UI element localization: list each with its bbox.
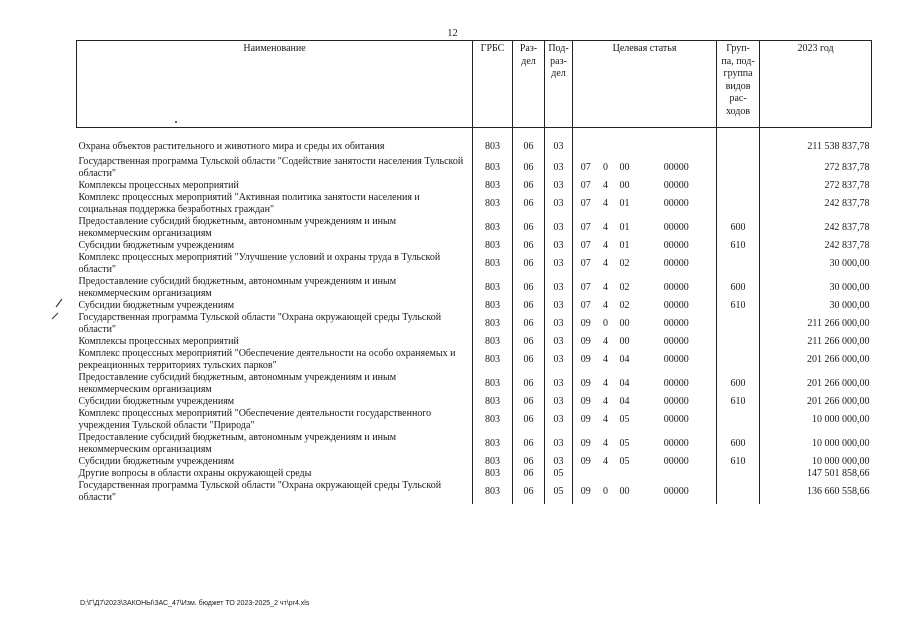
header-group: Груп- па, под- группа видов рас- ходов [717,41,760,128]
header-razdel: Раз- дел [513,41,545,128]
row-podrazdel: 03 [545,336,573,348]
row-name: Предоставление субсидий бюджетным, автономным учреждениям и иным некоммерческим организациям [77,276,473,300]
row-razdel: 06 [513,432,545,456]
row-expense-group: 610 [717,396,760,408]
row-name: Предоставление субсидий бюджетным, автономным учреждениям и иным некоммерческим организациям [77,432,473,456]
row-sum-2023: 30 000,00 [829,258,870,269]
row-target-program: 09 [580,486,591,497]
row-target-type: 4 [603,396,608,407]
row-sum-2023: 10 000 000,00 [812,456,870,467]
row-razdel: 06 [513,276,545,300]
row-podrazdel: 03 [545,312,573,336]
row-expense-group [717,348,760,372]
row-grbs: 803 [473,128,513,157]
row-sum-2023: 147 501 858,66 [807,468,870,479]
row-sum-2023: 201 266 000,00 [807,396,870,407]
row-razdel: 06 [513,156,545,180]
budget-table [76,40,872,504]
row-name: Комплекс процессных мероприятий "Обеспечение деятельности на особо охраняемых и рекреационных территориях тульских парков" [77,348,473,372]
row-target-element [613,468,637,480]
row-razdel: 06 [513,128,545,157]
row-target-element: 00 [619,486,630,497]
row-grbs: 803 [473,276,513,300]
row-target-type: 4 [603,282,608,293]
row-expense-group: 600 [717,432,760,456]
row-target-element [613,128,637,157]
row-expense-group [717,156,760,180]
row-expense-group [717,312,760,336]
row-target-type [599,468,613,480]
row-target-type: 4 [603,438,608,449]
row-target-element: 00 [619,162,630,173]
row-target-program: 09 [580,336,591,347]
row-grbs: 803 [473,300,513,312]
row-grbs: 803 [473,456,513,468]
row-target-direction: 00000 [637,276,717,300]
row-sum-2023: 201 266 000,00 [807,354,870,365]
row-target-direction: 00000 [637,252,717,276]
row-grbs: 803 [473,480,513,504]
row-target-direction: 00000 [637,396,717,408]
table-row [77,180,872,192]
row-target-program: 07 [580,180,591,191]
row-podrazdel: 03 [545,348,573,372]
row-sum-2023: 136 660 558,66 [807,486,870,497]
pen-mark [50,298,64,320]
row-target-element: 01 [619,198,630,209]
row-target-direction: 00000 [637,432,717,456]
row-target-element: 01 [619,240,630,251]
row-name: Предоставление субсидий бюджетным, автономным учреждениям и иным некоммерческим организациям [77,216,473,240]
row-podrazdel: 05 [545,480,573,504]
row-target-program: 07 [580,162,591,173]
table-row [77,156,872,180]
table-row [77,192,872,216]
table-row [77,240,872,252]
row-sum-2023: 10 000 000,00 [812,414,870,425]
table-row [77,348,872,372]
row-target-program: 07 [580,198,591,209]
row-target-direction: 00000 [637,348,717,372]
row-sum-2023: 272 837,78 [824,180,870,191]
table-row [77,456,872,468]
row-grbs: 803 [473,336,513,348]
row-grbs: 803 [473,468,513,480]
row-target-element: 04 [619,354,630,365]
row-name: Государственная программа Тульской области "Охрана окружающей среды Тульской области" [77,480,473,504]
table-header-row [77,41,872,128]
row-target-type: 4 [603,378,608,389]
row-grbs: 803 [473,408,513,432]
row-target-direction: 00000 [637,192,717,216]
row-target-element: 00 [619,336,630,347]
header-name: Наименование [77,41,473,128]
row-podrazdel: 03 [545,156,573,180]
row-target-element: 02 [619,282,630,293]
row-target-element: 00 [619,318,630,329]
row-podrazdel: 03 [545,456,573,468]
row-target-type [599,128,613,157]
row-expense-group: 610 [717,300,760,312]
row-target-program: 07 [580,240,591,251]
row-podrazdel: 03 [545,216,573,240]
header-podrazdel: Под- раз- дел [545,41,573,128]
row-target-program: 07 [580,258,591,269]
row-podrazdel: 03 [545,396,573,408]
row-name: Субсидии бюджетным учреждениям [77,456,473,468]
table-row [77,300,872,312]
row-name: Охрана объектов растительного и животного мира и среды их обитания [77,128,473,157]
row-podrazdel: 03 [545,432,573,456]
table-row [77,336,872,348]
row-target-program: 07 [580,222,591,233]
table-row [77,252,872,276]
row-name: Комплексы процессных мероприятий [77,180,473,192]
row-expense-group [717,336,760,348]
row-sum-2023: 211 266 000,00 [807,318,870,329]
row-expense-group [717,180,760,192]
row-target-program: 07 [580,300,591,311]
row-expense-group [717,192,760,216]
row-expense-group: 600 [717,216,760,240]
row-razdel: 06 [513,480,545,504]
row-razdel: 06 [513,468,545,480]
row-expense-group [717,252,760,276]
row-grbs: 803 [473,372,513,396]
table-row [77,396,872,408]
row-expense-group [717,128,760,157]
table-row [77,276,872,300]
row-sum-2023: 242 837,78 [824,222,870,233]
row-target-direction: 00000 [637,216,717,240]
row-razdel: 06 [513,456,545,468]
row-target-program: 09 [580,354,591,365]
row-target-program: 09 [580,438,591,449]
row-target-direction: 00000 [637,300,717,312]
table-row [77,408,872,432]
table-body [77,128,872,505]
row-target-type: 4 [603,414,608,425]
row-name: Предоставление субсидий бюджетным, автономным учреждениям и иным некоммерческим организациям [77,372,473,396]
row-sum-2023: 30 000,00 [829,282,870,293]
row-expense-group [717,468,760,480]
row-grbs: 803 [473,432,513,456]
row-razdel: 06 [513,252,545,276]
row-grbs: 803 [473,216,513,240]
row-razdel: 06 [513,216,545,240]
row-target-program: 09 [580,414,591,425]
table-row [77,468,872,480]
row-target-type: 0 [603,162,608,173]
row-razdel: 06 [513,408,545,432]
row-name: Государственная программа Тульской области "Содействие занятости населения Тульской области" [77,156,473,180]
row-razdel: 06 [513,348,545,372]
row-name: Государственная программа Тульской области "Охрана окружающей среды Тульской области" [77,312,473,336]
page-number: 12 [447,28,458,39]
row-target-type: 4 [603,180,608,191]
row-target-program: 07 [580,282,591,293]
row-razdel: 06 [513,312,545,336]
row-sum-2023: 242 837,78 [824,240,870,251]
row-razdel: 06 [513,396,545,408]
row-sum-2023: 30 000,00 [829,300,870,311]
row-name: Комплекс процессных мероприятий "Обеспечение деятельности государственного учреждения Тульской области "Природа" [77,408,473,432]
row-name: Комплекс процессных мероприятий "Улучшение условий и охраны труда в Тульской области" [77,252,473,276]
row-target-element: 05 [619,414,630,425]
row-podrazdel: 03 [545,252,573,276]
row-target-type: 4 [603,354,608,365]
row-podrazdel: 03 [545,300,573,312]
row-target-type: 4 [603,300,608,311]
row-target-program: 09 [580,378,591,389]
row-target-direction: 00000 [637,408,717,432]
row-expense-group [717,480,760,504]
row-sum-2023: 10 000 000,00 [812,438,870,449]
row-target-direction [637,128,717,157]
row-name: Субсидии бюджетным учреждениям [77,300,473,312]
file-path-footer: D:\Г\Д7\2023\ЗАКОНЫ\ЗАС_47\Изм. бюджет ТО 2023-2025_2 чт\pr4.xls [80,600,310,607]
row-podrazdel: 03 [545,240,573,252]
row-grbs: 803 [473,396,513,408]
row-name: Субсидии бюджетным учреждениям [77,396,473,408]
row-target-element: 02 [619,300,630,311]
row-expense-group: 600 [717,276,760,300]
row-target-type: 4 [603,336,608,347]
row-podrazdel: 03 [545,192,573,216]
table-row [77,312,872,336]
row-podrazdel: 03 [545,276,573,300]
row-razdel: 06 [513,372,545,396]
row-target-program: 09 [580,318,591,329]
row-target-direction [637,468,717,480]
row-sum-2023: 211 266 000,00 [807,336,870,347]
row-grbs: 803 [473,192,513,216]
row-target-direction: 00000 [637,480,717,504]
row-razdel: 06 [513,180,545,192]
row-target-type: 4 [603,222,608,233]
table-row [77,480,872,504]
row-target-program [573,128,599,157]
row-target-program: 09 [580,456,591,467]
row-sum-2023: 272 837,78 [824,162,870,173]
row-podrazdel: 03 [545,180,573,192]
row-expense-group [717,408,760,432]
row-grbs: 803 [473,312,513,336]
row-target-direction: 00000 [637,240,717,252]
row-target-type: 0 [603,318,608,329]
row-target-direction: 00000 [637,456,717,468]
row-grbs: 803 [473,348,513,372]
row-name: Комплексы процессных мероприятий [77,336,473,348]
row-razdel: 06 [513,300,545,312]
header-year: 2023 год [760,41,872,128]
row-podrazdel: 05 [545,468,573,480]
row-name: Комплекс процессных мероприятий "Активная политика занятости населения и социальная поддержка безработных граждан" [77,192,473,216]
row-grbs: 803 [473,180,513,192]
row-target-direction: 00000 [637,372,717,396]
row-grbs: 803 [473,252,513,276]
row-target-element: 02 [619,258,630,269]
row-target-type: 0 [603,486,608,497]
row-sum-2023: 201 266 000,00 [807,378,870,389]
row-name: Другие вопросы в области охраны окружающей среды [77,468,473,480]
row-target-program: 09 [580,396,591,407]
row-target-program [573,468,599,480]
header-target: Целевая статья [573,41,717,128]
row-target-element: 00 [619,180,630,191]
row-target-element: 05 [619,456,630,467]
row-expense-group: 610 [717,240,760,252]
row-expense-group: 610 [717,456,760,468]
row-target-element: 04 [619,378,630,389]
table-row [77,128,872,157]
row-target-element: 05 [619,438,630,449]
row-sum-2023: 211 538 837,78 [807,141,870,152]
row-podrazdel: 03 [545,408,573,432]
row-target-type: 4 [603,258,608,269]
row-podrazdel: 03 [545,372,573,396]
row-target-element: 01 [619,222,630,233]
row-target-direction: 00000 [637,180,717,192]
row-razdel: 06 [513,192,545,216]
table-row [77,372,872,396]
row-target-direction: 00000 [637,336,717,348]
row-grbs: 803 [473,156,513,180]
row-podrazdel: 03 [545,128,573,157]
row-target-type: 4 [603,456,608,467]
row-name: Субсидии бюджетным учреждениям [77,240,473,252]
row-expense-group: 600 [717,372,760,396]
table-row [77,432,872,456]
row-razdel: 06 [513,336,545,348]
row-target-type: 4 [603,240,608,251]
row-target-direction: 00000 [637,156,717,180]
row-target-type: 4 [603,198,608,209]
row-razdel: 06 [513,240,545,252]
row-target-direction: 00000 [637,312,717,336]
header-grbs: ГРБС [473,41,513,128]
row-grbs: 803 [473,240,513,252]
table-row [77,216,872,240]
row-sum-2023: 242 837,78 [824,198,870,209]
row-target-element: 04 [619,396,630,407]
